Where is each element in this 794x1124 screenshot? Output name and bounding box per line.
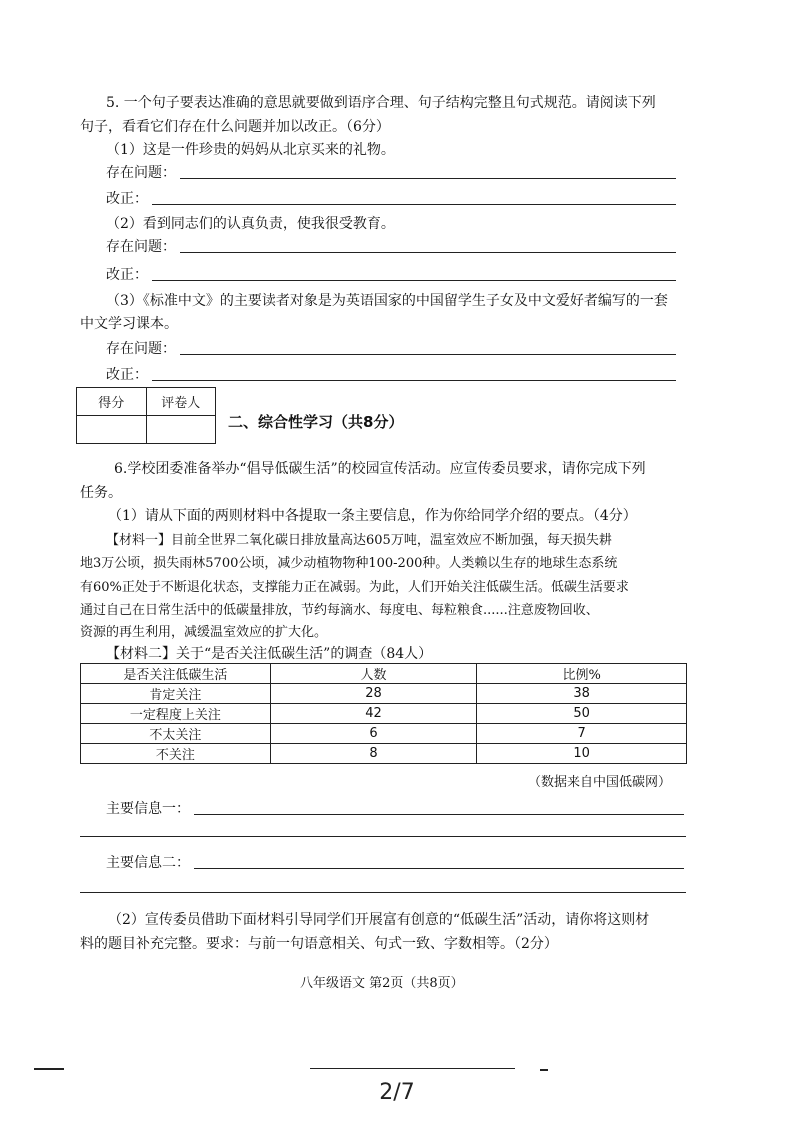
answer-line[interactable]	[80, 836, 686, 837]
scan-mark	[34, 1068, 64, 1070]
q5-item1-fix-row	[106, 188, 676, 208]
table-cell: 28	[270, 684, 477, 704]
table-cell: 不关注	[81, 744, 271, 764]
answer-blank[interactable]	[152, 203, 676, 205]
table-row	[81, 744, 687, 764]
answer-blank[interactable]	[194, 813, 684, 815]
section2-title: 二、综合性学习（共8分）	[228, 413, 404, 431]
info1-label: 主要信息一：	[106, 801, 190, 817]
material1-line: 资源的再生利用，减缓温室效应的扩大化。	[80, 625, 328, 640]
score-cell[interactable]	[77, 416, 147, 444]
material1-line: 有60%正处于不断退化状态，支撑能力正在减弱。为此，人们开始关注低碳生活。低碳生活要求	[80, 580, 629, 595]
data-source: （数据来自中国低碳网）	[528, 775, 672, 790]
answer-blank[interactable]	[180, 353, 676, 355]
q5-intro-line1: 5. 一个句子要表达准确的意思就要做到语序合理、句子结构完整且句式规范。请阅读下列	[106, 95, 656, 111]
q6-sub2-line1: （2）宣传委员借助下面材料引导同学们开展富有创意的“低碳生活”活动，请你将这则材	[108, 912, 650, 928]
table-cell: 38	[477, 684, 687, 704]
q5-item1-problem-row	[106, 162, 676, 182]
table-cell: 42	[270, 704, 477, 724]
scan-page-number: 2/7	[379, 1080, 415, 1105]
table-row	[81, 724, 687, 744]
answer-blank[interactable]	[152, 279, 676, 281]
page-footer: 八年级语文 第2页（共8页）	[300, 976, 464, 991]
score-box	[76, 387, 216, 444]
table-row	[81, 704, 687, 724]
answer-blank[interactable]	[152, 379, 676, 381]
grader-cell[interactable]	[146, 416, 216, 444]
table-header: 比例%	[477, 664, 687, 684]
material1-line: 【材料一】目前全世界二氧化碳日排放量高达605万吨，温室效应不断加强，每天损失耕	[106, 533, 612, 548]
q6-intro-line1: 6.学校团委准备举办“倡导低碳生活”的校园宣传活动。应宣传委员要求，请你完成下列	[114, 461, 646, 477]
table-row	[81, 684, 687, 704]
answer-line[interactable]	[80, 892, 686, 893]
problem-label: 存在问题：	[106, 239, 176, 255]
table-cell: 8	[270, 744, 477, 764]
table-cell: 6	[270, 724, 477, 744]
q5-intro-line2: 句子，看看它们存在什么问题并加以改正。（6分）	[80, 119, 390, 135]
q6-sub2-line2: 料的题目补充完整。要求：与前一句语意相关、句式一致、字数相等。（2分）	[80, 936, 558, 952]
info2-row	[106, 852, 684, 872]
info1-row	[106, 798, 684, 818]
grader-header: 评卷人	[146, 388, 216, 416]
q5-item3-line2: 中文学习课本。	[80, 316, 178, 332]
q5-item3-fix-row	[106, 364, 676, 384]
table-cell: 一定程度上关注	[81, 704, 271, 724]
q5-item3-problem-row	[106, 338, 676, 358]
table-header: 人数	[270, 664, 477, 684]
material1-line: 地3万公顷，损失雨林5700公顷，减少动植物物种100-200种。人类赖以生存的地球生态系统	[80, 556, 618, 571]
table-cell: 50	[477, 704, 687, 724]
answer-blank[interactable]	[180, 177, 676, 179]
table-header-row	[81, 664, 687, 684]
scan-mark	[310, 1068, 515, 1069]
q5-item1: （1）这是一件珍贵的妈妈从北京买来的礼物。	[106, 142, 395, 158]
fix-label: 改正：	[106, 367, 148, 383]
q5-item2: （2）看到同志们的认真负责，使我很受教育。	[106, 216, 395, 232]
q5-item2-fix-row	[106, 264, 676, 284]
problem-label: 存在问题：	[106, 341, 176, 357]
problem-label: 存在问题：	[106, 165, 176, 181]
table-cell: 7	[477, 724, 687, 744]
q5-item3-line1: （3）《标准中文》的主要读者对象是为英语国家的中国留学生子女及中文爱好者编写的一套	[106, 293, 668, 309]
table-cell: 不太关注	[81, 724, 271, 744]
info2-label: 主要信息二：	[106, 855, 190, 871]
material2-title: 【材料二】关于“是否关注低碳生活”的调查（84人）	[106, 646, 433, 662]
q5-item2-problem-row	[106, 236, 676, 256]
fix-label: 改正：	[106, 191, 148, 207]
survey-table	[80, 663, 687, 764]
fix-label: 改正：	[106, 267, 148, 283]
q6-sub1: （1）请从下面的两则材料中各提取一条主要信息，作为你给同学介绍的要点。（4分）	[108, 508, 637, 524]
answer-blank[interactable]	[180, 251, 676, 253]
scan-mark	[540, 1069, 548, 1071]
q6-intro-line2: 任务。	[80, 485, 122, 501]
answer-blank[interactable]	[194, 867, 684, 869]
material1-line: 通过自己在日常生活中的低碳量排放，节约每滴水、每度电、每粒粮食......注意废物回收、	[80, 603, 599, 618]
table-cell: 10	[477, 744, 687, 764]
table-cell: 肯定关注	[81, 684, 271, 704]
score-header: 得分	[77, 388, 147, 416]
table-header: 是否关注低碳生活	[81, 664, 271, 684]
